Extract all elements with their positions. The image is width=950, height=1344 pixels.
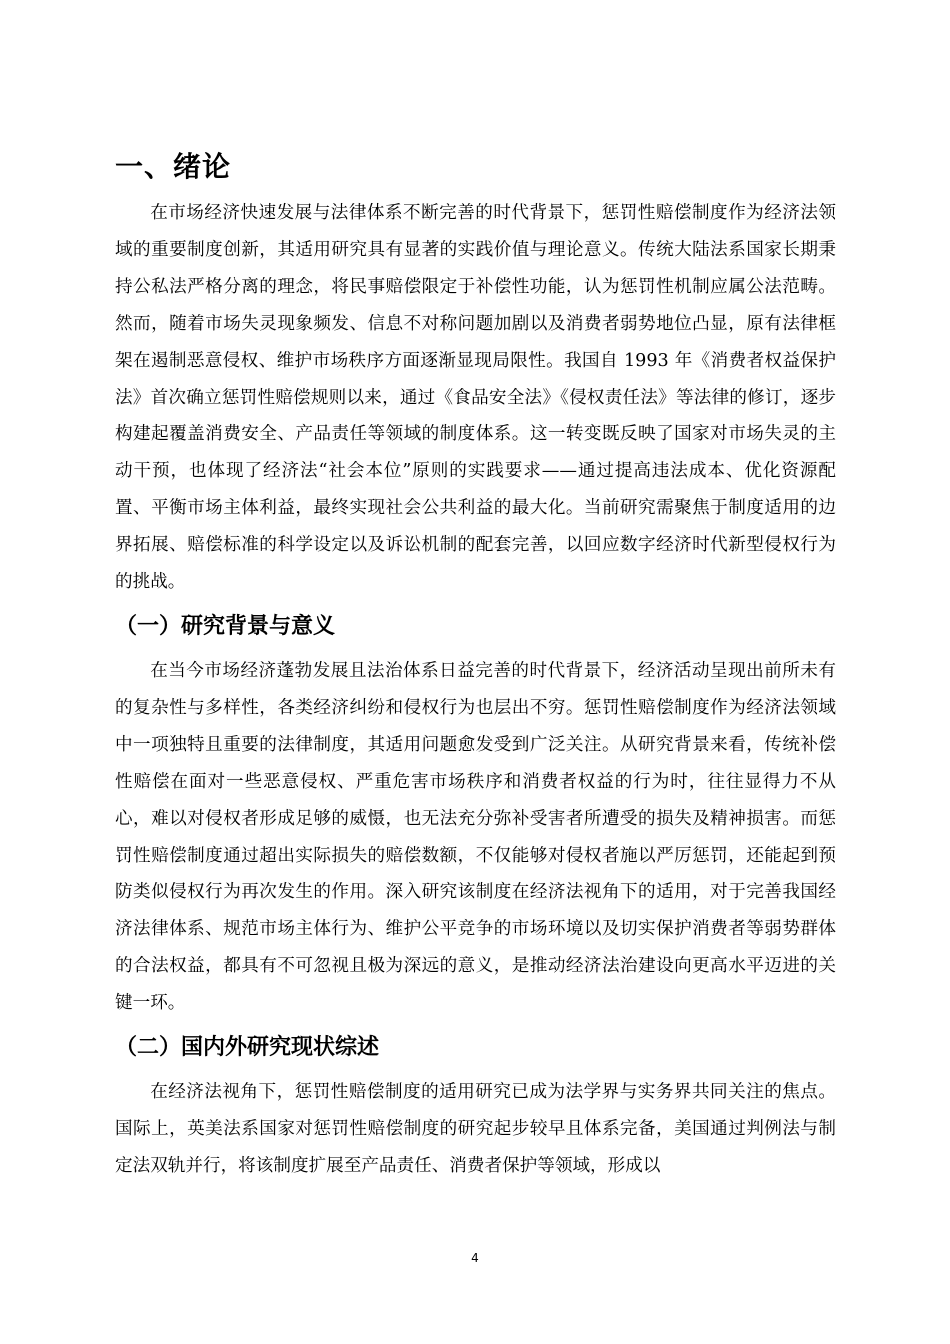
subsection-title-literature-review: （二）国内外研究现状综述 bbox=[115, 1035, 380, 1061]
subsection-title-research-background: （一）研究背景与意义 bbox=[115, 613, 336, 639]
page-number: 4 bbox=[471, 1251, 479, 1265]
research-background-paragraph: 在当今市场经济蓬勃发展且法治体系日益完善的时代背景下，经济活动呈现出前所未有的复杂性与多样性，各类经济纠纷和侵权行为也层出不穷。惩罚性赔偿制度作为经济法领域中一项独特且重要的法律制度，其适用问题愈发受到广泛关注。从研究背景来看，传统补偿性赔偿在面对一些恶意侵权、严重危害市场秩序和消费者权益的行为时，往往显得力不从心，难以对侵权者形成足够的威慑，也无法充分弥补受害者所遭受的损失及精神损害。而惩罚性赔偿制度通过超出实际损失的赔偿数额，不仅能够对侵权者施以严厉惩罚，还能起到预防类似侵权行为再次发生的作用。深入研究该制度在经济法视角下的适用，对于完善我国经济法律体系、规范市场主体行为、维护公平竞争的市场环境以及切实保护消费者等弱势群体的合法权益，都具有不可忽视且极为深远的意义，是推动经济法治建设向更高水平迈进的关键一环。 bbox=[115, 660, 836, 1014]
section-title: 一、绪论 bbox=[115, 150, 232, 183]
document-body bbox=[115, 147, 836, 1185]
literature-review-paragraph: 在经济法视角下，惩罚性赔偿制度的适用研究已成为法学界与实务界共同关注的焦点。国际上，英美法系国家对惩罚性赔偿制度的研究起步较早且体系完备，美国通过判例法与制定法双轨并行，将该制度扩展至产品责任、消费者保护等领域，形成以 bbox=[115, 1082, 836, 1176]
intro-paragraph: 在市场经济快速发展与法律体系不断完善的时代背景下，惩罚性赔偿制度作为经济法领域的重要制度创新，其适用研究具有显著的实践价值与理论意义。传统大陆法系国家长期秉持公私法严格分离的理念，将民事赔偿限定于补偿性功能，认为惩罚性机制应属公法范畴。然而，随着市场失灵现象频发、信息不对称问题加剧以及消费者弱势地位凸显，原有法律框架在遏制恶意侵权、维护市场秩序方面逐渐显现局限性。我国自 1993 年《消费者权益保护法》首次确立惩罚性赔偿规则以来，通过《食品安全法》《侵权责任法》等法律的修订，逐步构建起覆盖消费安全、产品责任等领域的制度体系。这一转变既反映了国家对市场失灵的主动干预，也体现了经济法“社会本位”原则的实践要求——通过提高违法成本、优化资源配置、平衡市场主体利益，最终实现社会公共利益的最大化。当前研究需聚焦于制度适用的边界拓展、赔偿标准的科学设定以及诉讼机制的配套完善，以回应数字经济时代新型侵权行为的挑战。 bbox=[115, 203, 836, 593]
